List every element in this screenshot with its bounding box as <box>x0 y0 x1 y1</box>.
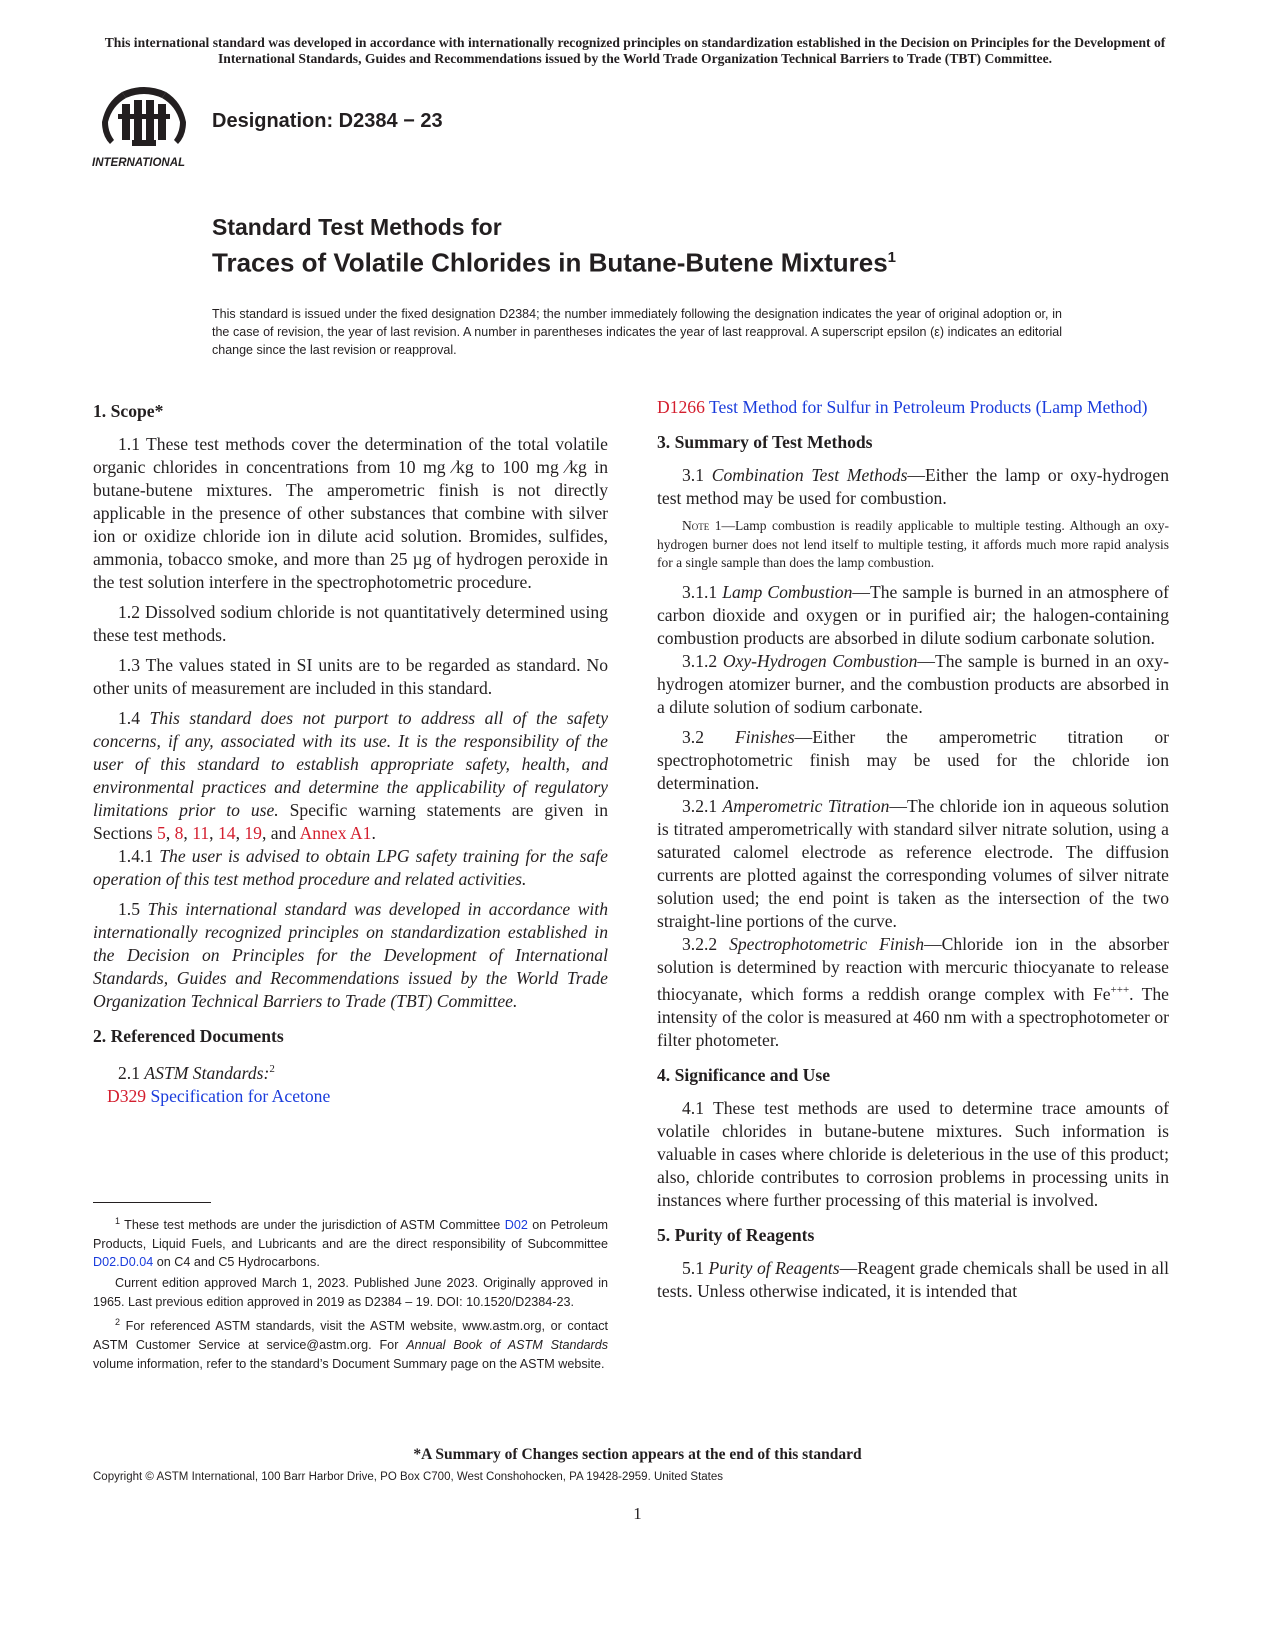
footnote-1 <box>93 1212 608 1272</box>
note-1-label: Note 1 <box>682 518 722 533</box>
para-3-1-2-text: —The sample is burned in an oxy-hydrogen atomizer burner, and the combustion products are absorbed in a dilute solution of sodium carbonate. <box>657 651 1169 718</box>
para-2-1-text: ASTM Standards: <box>144 1062 270 1083</box>
section-3-heading: 3. Summary of Test Methods <box>657 432 873 452</box>
para-3-1-num: 3.1 <box>682 465 704 485</box>
reference-d1266-code: D1266 <box>657 397 705 417</box>
subcommittee-link[interactable]: D02.D0.04 <box>93 1255 154 1270</box>
para-2-1 <box>93 1058 608 1085</box>
para-3-2-term: Finishes <box>735 727 795 748</box>
note-1-text: —Lamp combustion is readily applicable to multiple testing. Although an oxy-hydrogen burner does not lend itself to multiple testing, it affords much more rapid analysis for a single sample than does the lamp combustion. <box>657 518 1169 571</box>
para-1-4: 1.4 This standard does not purport to address all of the safety concerns, if any, associated with its use. It is the responsibility of the user of this standard to establish appropriate safety, health, and environmental practices and determine the applicability of regulatory limitations prior to use. Specific warning statements are given in Sections 5, 8, 11, 14, 19, and Annex A1. <box>93 708 609 843</box>
document-title <box>212 213 896 280</box>
top-notice: This international standard was developed in accordance with internationally recognized principles on standardization established in the Decision on Principles for the Development of International Standards, Guides and Recommendations issued by the World Trade Organization Technical Barriers to Trade (TBT) Committee. <box>104 35 1166 66</box>
para-3-2-1-text: —The chloride ion in aqueous solution is titrated amperometrically with standard silver nitrate solution, using a saturated calomel electrode as reference electrode. The diffusion currents are plotted against the corresponding volumes of silver nitrate solution used; the end point is taken as the intersection of the two straight-line portions of the curve. <box>657 796 1170 932</box>
footnote-1-text-a: These test methods are under the jurisdiction of ASTM Committee <box>124 1218 501 1233</box>
para-3-1-2 <box>657 650 1169 719</box>
para-3-1-term: Combination Test Methods <box>711 465 908 485</box>
para-3-1-1-term: Lamp Combustion <box>722 582 853 603</box>
para-3-1-1 <box>657 581 1169 650</box>
section-1-heading: 1. Scope* <box>93 401 164 421</box>
para-2-1-mark: 2 <box>269 1063 275 1075</box>
para-1-4-and: , and <box>261 823 297 843</box>
section-2-heading: 2. Referenced Documents <box>93 1026 284 1046</box>
note-1 <box>657 517 1169 573</box>
title-line-2 <box>212 241 896 280</box>
title-footnote-mark: 1 <box>887 249 897 266</box>
footnote-1-text-b: on Petroleum Products, Liquid Fuels, and Lubricants and are the direct responsibility of Subcommittee <box>93 1218 609 1251</box>
para-1-4-1-text: The user is advised to obtain LPG safety training for the safe operation of this test method procedure and related activities. <box>93 846 608 889</box>
para-2-1-num: 2.1 <box>118 1062 140 1083</box>
para-1-5 <box>93 898 608 1013</box>
para-3-2 <box>657 726 1169 795</box>
para-1-4-tail: Specific warning statements are given in Sections <box>93 800 608 843</box>
section-5-heading: 5. Purity of Reagents <box>657 1224 815 1245</box>
reference-d1266-title: Test Method for Sulfur in Petroleum Products (Lamp Method) <box>709 397 1148 417</box>
para-1-4-1-num: 1.4.1 <box>118 846 154 866</box>
section-link-14[interactable]: 14 <box>217 823 236 843</box>
section-link-11[interactable]: 11 <box>192 823 210 843</box>
para-3-2-1 <box>657 795 1169 933</box>
footnote-divider <box>93 1202 211 1203</box>
para-3-1-2-term: Oxy-Hydrogen Combustion <box>722 651 918 672</box>
footnote-2-text-b: volume information, refer to the standard’s Document Summary page on the ASTM website. <box>93 1356 605 1371</box>
section-link-8[interactable]: 8 <box>174 823 184 843</box>
para-3-2-text: —Either the amperometric titration or spectrophotometric finish may be used for the chloride ion determination. <box>657 727 1169 794</box>
right-column <box>657 396 1169 1310</box>
section-link-5[interactable]: 5 <box>157 823 166 843</box>
footnote-2-italic: Annual Book of ASTM Standards <box>406 1337 609 1352</box>
para-3-2-2 <box>657 933 1169 1052</box>
designation: Designation: D2384 − 23 <box>212 110 443 132</box>
para-1-4-italic: This standard does not purport to address all of the safety concerns, if any, associated with its use. It is the responsibility of the user of this standard to establish appropriate safety, health, and environmental practices and determine the applicability of regulatory limitations prior to use. <box>93 708 609 820</box>
section-4-heading: 4. Significance and Use <box>657 1064 831 1085</box>
para-1-5-text: This international standard was developed in accordance with internationally recognized principles on standardization established in the Decision on Principles for the Development of International Standards, Guides and Recommendations issued by the World Trade Organization Technical Barriers to Trade (TBT) Committee. <box>93 899 608 1011</box>
reference-d329-title: Specification for Acetone <box>150 1085 331 1106</box>
copyright: Copyright © ASTM International, 100 Barr Harbor Drive, PO Box C700, West Conshohocken, PA 19428-2959. United States <box>93 1471 724 1483</box>
para-5-1-text: —Reagent grade chemicals shall be used in all tests. Unless otherwise indicated, it is intended that <box>657 1257 1169 1301</box>
para-3-2-num: 3.2 <box>682 727 704 748</box>
page-number: 1 <box>633 1504 642 1523</box>
para-3-2-1-term: Amperometric Titration <box>722 796 890 817</box>
para-5-1-num: 5.1 <box>682 1257 704 1278</box>
para-1-3: 1.3 The values stated in SI units are to be regarded as standard. No other units of measurement are included in this standard. <box>93 655 608 698</box>
para-3-1-text: —Either the lamp or oxy-hydrogen test method may be used for combustion. <box>657 465 1169 508</box>
para-3-1-1-num: 3.1.1 <box>682 582 718 603</box>
reference-d1266[interactable] <box>657 396 1169 419</box>
para-3-2-2-text-b: . The intensity of the color is measured at 460 nm with a spectrophotometer or filter photometer. <box>657 983 1169 1050</box>
astm-logo <box>92 84 196 176</box>
footnote-1-text-c: on C4 and C5 Hydrocarbons. <box>156 1255 320 1270</box>
para-3-1-1-text: —The sample is burned in an atmosphere of carbon dioxide and oxygen or in purified air; the halogen-containing combustion products are absorbed in dilute sodium carbonate solution. <box>657 582 1169 649</box>
annex-link-a1[interactable]: Annex A1 <box>299 823 372 843</box>
para-5-1 <box>657 1257 1169 1303</box>
para-1-1: 1.1 These test methods cover the determination of the total volatile organic chlorides in concentrations from 10 mg ⁄kg to 100 mg ⁄kg in butane-butene mixtures. The amperometric finish is not directly applicable in the presence of other substances that combine with silver ion or oxidize chloride ion in dilute acid solution. Bromides, sulfides, ammonia, tobacco smoke, and more than 25 µg of hydrogen peroxide in the test solution interfere in the spectrophotometric procedure. <box>93 434 608 592</box>
para-3-2-2-term: Spectrophotometric Finish <box>729 934 925 955</box>
para-3-1 <box>657 464 1169 510</box>
para-3-2-2-sup: +++ <box>1110 984 1130 997</box>
summary-of-changes-note: *A Summary of Changes section appears at the end of this standard <box>413 1446 862 1463</box>
section-link-19[interactable]: 19 <box>244 823 262 843</box>
para-1-5-num: 1.5 <box>118 899 140 919</box>
para-1-2: 1.2 Dissolved sodium chloride is not quantitatively determined using these test methods. <box>93 602 608 645</box>
reference-d329-code: D329 <box>107 1085 147 1106</box>
title-main: Traces of Volatile Chlorides in Butane-Butene Mixtures <box>212 247 888 278</box>
para-3-2-1-num: 3.2.1 <box>682 796 718 817</box>
title-line-1: Standard Test Methods for <box>212 214 502 240</box>
para-1-4-1 <box>93 845 608 891</box>
footnote-2-mark: 2 <box>115 1317 121 1328</box>
footnote-2 <box>93 1313 608 1373</box>
committee-d02-link[interactable]: D02 <box>504 1218 528 1233</box>
footnote-2-text-a: For referenced ASTM standards, visit the ASTM website, www.astm.org, or contact ASTM Customer Service at service@astm.org. For <box>93 1319 609 1352</box>
para-4-1: 4.1 These test methods are used to determine trace amounts of volatile chlorides in butane-butene mixtures. Such information is valuable in cases where chloride is deleterious in the use of this product; also, chloride contributes to corrosion problems in processing units in instances where further processing of this material is involved. <box>657 1097 1169 1210</box>
footnote-edition: Current edition approved March 1, 2023. Published June 2023. Originally approved in 1965. Last previous edition approved in 2019 as D2384 – 19. DOI: 10.1520/D2384-23. <box>93 1275 608 1309</box>
para-5-1-term: Purity of Reagents <box>708 1257 840 1278</box>
footnotes <box>93 1212 608 1375</box>
logo-international-text: INTERNATIONAL <box>92 157 186 169</box>
left-column <box>93 400 608 1108</box>
footnote-1-mark: 1 <box>115 1216 121 1226</box>
para-3-2-2-num: 3.2.2 <box>682 934 718 955</box>
issue-note: This standard is issued under the fixed designation D2384; the number immediately following the designation indicates the year of original adoption or, in the case of revision, the year of last revision. A number in parentheses indicates the year of last reapproval. A superscript epsilon (ε) indicates an editorial change since the last revision or reapproval. <box>212 307 1062 357</box>
para-3-2-2-text-a: —Chloride ion in the absorber solution is determined by reaction with mercuric thiocyanate to release thiocyanate, which forms a reddish orange complex with Fe <box>657 934 1169 1004</box>
para-1-4-num: 1.4 <box>118 708 140 728</box>
reference-d329[interactable] <box>93 1085 608 1108</box>
para-3-1-2-num: 3.1.2 <box>682 651 718 672</box>
